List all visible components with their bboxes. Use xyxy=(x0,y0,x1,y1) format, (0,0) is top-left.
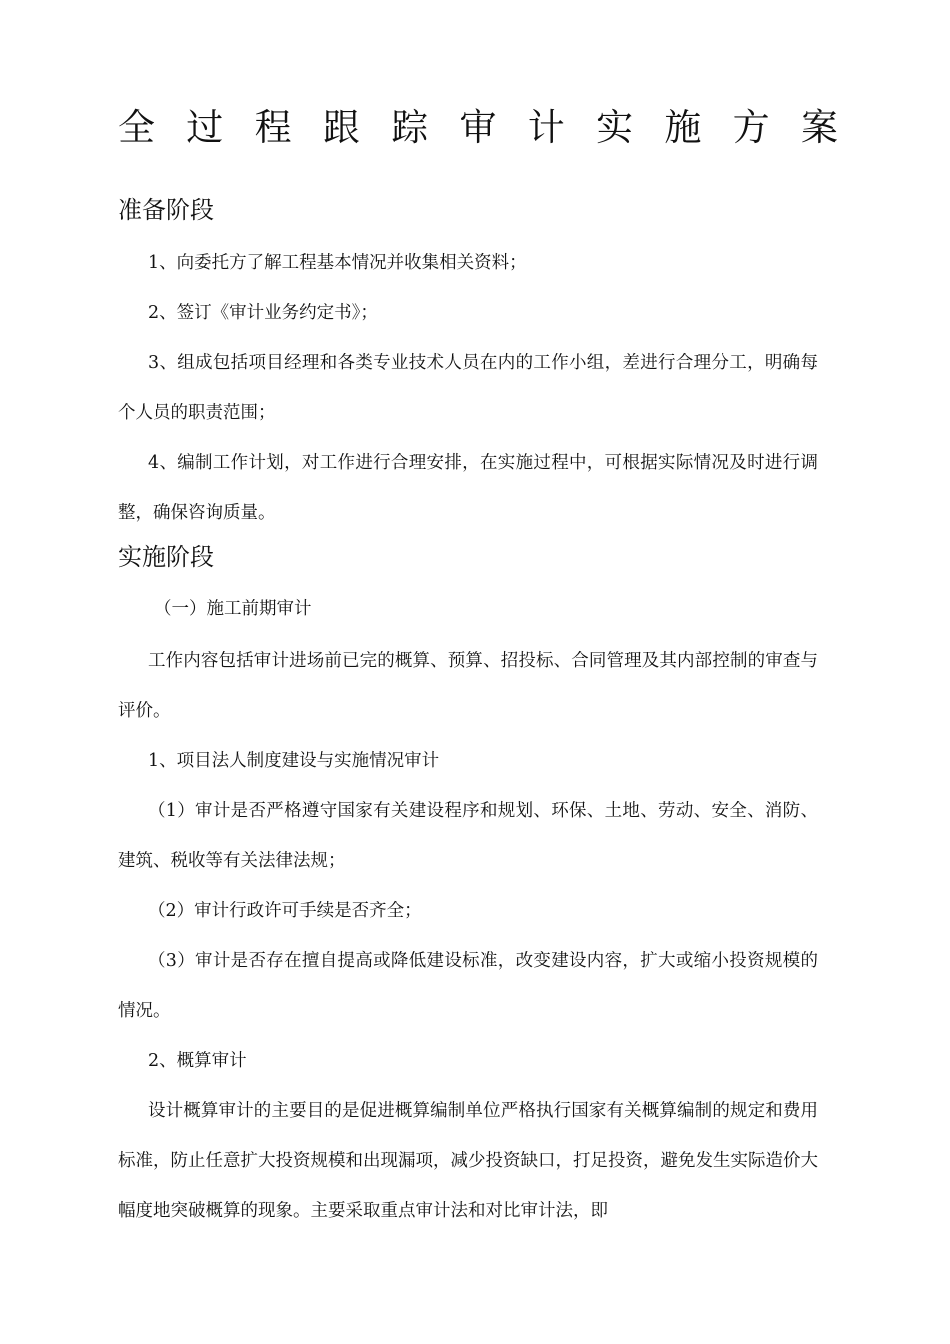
title-char: 施 xyxy=(664,106,702,149)
paragraph: （一）施工前期审计 xyxy=(154,599,312,619)
paragraph: （2）审计行政许可手续是否齐全； xyxy=(148,901,422,921)
document-title xyxy=(118,100,838,156)
paragraph: （3）审计是否存在擅自提高或降低建设标准，改变建设内容，扩大或缩小投资规模的情况。 xyxy=(118,951,818,1021)
paragraph: 2、签订《审计业务约定书》； xyxy=(148,303,378,323)
title-char: 踪 xyxy=(391,106,429,149)
title-char: 跟 xyxy=(322,106,360,149)
paragraph: 设计概算审计的主要目的是促进概算编制单位严格执行国家有关概算编制的规定和费用标准，防止任意扩大投资规模和出现漏项，减少投资缺口，打足投资，避免发生实际造价大幅度地突破概算的现象。主要采取重点审计法和对比审计法，即 xyxy=(118,1101,818,1221)
title-char: 方 xyxy=(732,106,770,149)
title-char: 实 xyxy=(596,106,634,149)
paragraph: 4、编制工作计划，对工作进行合理安排，在实施过程中，可根据实际情况及时进行调整，确保咨询质量。 xyxy=(118,453,818,523)
title-char: 全 xyxy=(118,106,155,149)
section-heading-implementation: 实施阶段 xyxy=(118,543,214,571)
title-char: 程 xyxy=(254,106,292,149)
paragraph: 3、组成包括项目经理和各类专业技术人员在内的工作小组，差进行合理分工，明确每个人员的职责范围； xyxy=(118,353,818,423)
paragraph: 2、概算审计 xyxy=(148,1051,247,1071)
paragraph: 1、向委托方了解工程基本情况并收集相关资料； xyxy=(148,253,527,273)
title-char: 案 xyxy=(800,106,838,149)
paragraph: 工作内容包括审计进场前已完的概算、预算、招投标、合同管理及其内部控制的审查与评价。 xyxy=(118,651,818,721)
paragraph: 1、项目法人制度建设与实施情况审计 xyxy=(148,751,440,771)
paragraph: （1）审计是否严格遵守国家有关建设程序和规划、环保、土地、劳动、安全、消防、建筑、税收等有关法律法规； xyxy=(118,801,818,871)
title-char: 审 xyxy=(459,106,497,149)
section-heading-preparation: 准备阶段 xyxy=(118,196,214,224)
title-char: 过 xyxy=(186,106,224,149)
title-char: 计 xyxy=(527,106,565,149)
